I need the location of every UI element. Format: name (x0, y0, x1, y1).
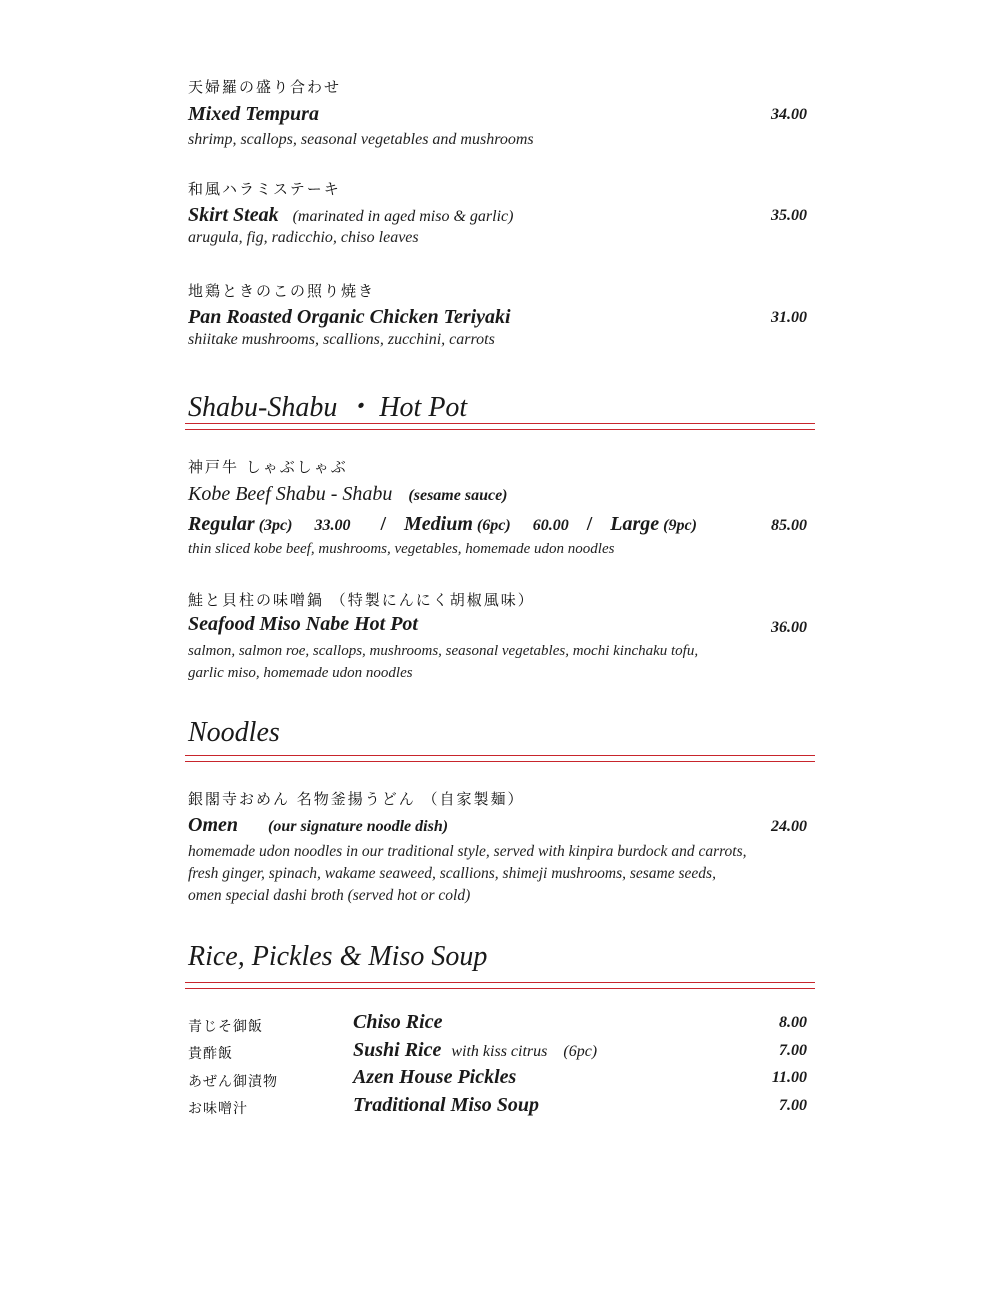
section-rule-rice (185, 982, 815, 989)
rice-row-2-note: with kiss citrus (6pc) (451, 1043, 598, 1060)
omen-price: 24.00 (771, 818, 807, 835)
kobe-medium-price: 60.00 (532, 517, 569, 534)
kobe-size-line (188, 513, 697, 536)
seafood-price: 36.00 (771, 619, 807, 636)
section-rule-noodles (185, 755, 815, 762)
kobe-large-label: Large (610, 513, 660, 535)
kobe-jp-name: 神戸牛 しゃぶしゃぶ (188, 458, 348, 476)
kobe-sep-1: / (380, 513, 387, 535)
seafood-desc-2: garlic miso, homemade udon noodles (188, 665, 413, 681)
kobe-note: (sesame sauce) (408, 487, 508, 504)
kobe-large-pc: (9pc) (663, 517, 697, 534)
rice-row-1-jp: 青じそ御飯 (188, 1019, 263, 1035)
rice-row-4-name: Traditional Miso Soup (353, 1094, 539, 1116)
rice-row-2-price: 7.00 (779, 1042, 807, 1059)
omen-jp-name: 銀閣寺おめん 名物釜揚うどん （自家製麺） (188, 790, 525, 808)
omen-note: (our signature noodle dish) (268, 818, 449, 835)
kobe-regular-label: Regular (188, 513, 255, 535)
rice-row-3-jp: あぜん御漬物 (188, 1074, 278, 1090)
omen-name: Omen (188, 814, 238, 836)
skirt-desc: arugula, fig, radicchio, chiso leaves (188, 229, 419, 246)
omen-desc-2: fresh ginger, spinach, wakame seaweed, scallions, shimeji mushrooms, sesame seeds, (188, 865, 716, 882)
tempura-desc: shrimp, scallops, seasonal vegetables and mushrooms (188, 131, 534, 148)
skirt-jp-name: 和風ハラミステーキ (188, 180, 341, 198)
kobe-large-price: 85.00 (771, 517, 807, 534)
rice-row-2-jp: 貴酢飯 (188, 1046, 233, 1062)
section-title-rice: Rice, Pickles & Miso Soup (188, 941, 488, 972)
skirt-title-line (188, 204, 513, 227)
kobe-medium-label: Medium (404, 513, 473, 535)
chicken-desc: shiitake mushrooms, scallions, zucchini, carrots (188, 331, 495, 348)
rice-row-3-price: 11.00 (771, 1069, 807, 1086)
section-rule-shabu (185, 423, 815, 430)
seafood-desc-1: salmon, salmon roe, scallops, mushrooms, seasonal vegetables, mochi kinchaku tofu, (188, 643, 699, 659)
omen-desc-3: omen special dashi broth (served hot or cold) (188, 887, 471, 904)
skirt-name: Skirt Steak (188, 204, 279, 226)
tempura-price: 34.00 (771, 106, 807, 123)
rice-row-4-price: 7.00 (779, 1097, 807, 1114)
rice-row-2-name: Sushi Rice (353, 1039, 442, 1061)
chicken-price: 31.00 (771, 309, 807, 326)
skirt-note: (marinated in aged miso & garlic) (292, 208, 514, 225)
seafood-name: Seafood Miso Nabe Hot Pot (188, 613, 418, 635)
rice-row-3-name: Azen House Pickles (353, 1066, 517, 1088)
omen-title-line (188, 814, 448, 837)
omen-desc-1: homemade udon noodles in our traditional style, served with kinpira burdock and carrots, (188, 843, 747, 860)
kobe-regular-pc: (3pc) (258, 517, 293, 534)
kobe-sep-2: / (586, 513, 593, 535)
skirt-price: 35.00 (771, 207, 807, 224)
kobe-medium-pc: (6pc) (476, 517, 511, 534)
section-title-noodles: Noodles (188, 717, 280, 748)
rice-row-2-line (353, 1039, 597, 1062)
kobe-desc: thin sliced kobe beef, mushrooms, vegetables, homemade udon noodles (188, 541, 615, 557)
chicken-name: Pan Roasted Organic Chicken Teriyaki (188, 306, 511, 328)
rice-row-1-price: 8.00 (779, 1014, 807, 1031)
seafood-jp-name: 鮭と貝柱の味噌鍋 （特製にんにく胡椒風味） (188, 591, 535, 609)
rice-row-4-jp: お味噌汁 (188, 1101, 248, 1117)
kobe-title-line (188, 483, 508, 506)
tempura-name: Mixed Tempura (188, 103, 319, 125)
kobe-name: Kobe Beef Shabu - Shabu (188, 483, 393, 505)
kobe-regular-price: 33.00 (314, 517, 351, 534)
tempura-jp-name: 天婦羅の盛り合わせ (188, 78, 342, 96)
section-title-shabu: Shabu-Shabu ・ Hot Pot (188, 392, 468, 423)
chicken-jp-name: 地鶏ときのこの照り焼き (188, 282, 376, 300)
rice-row-1-name: Chiso Rice (353, 1011, 443, 1033)
